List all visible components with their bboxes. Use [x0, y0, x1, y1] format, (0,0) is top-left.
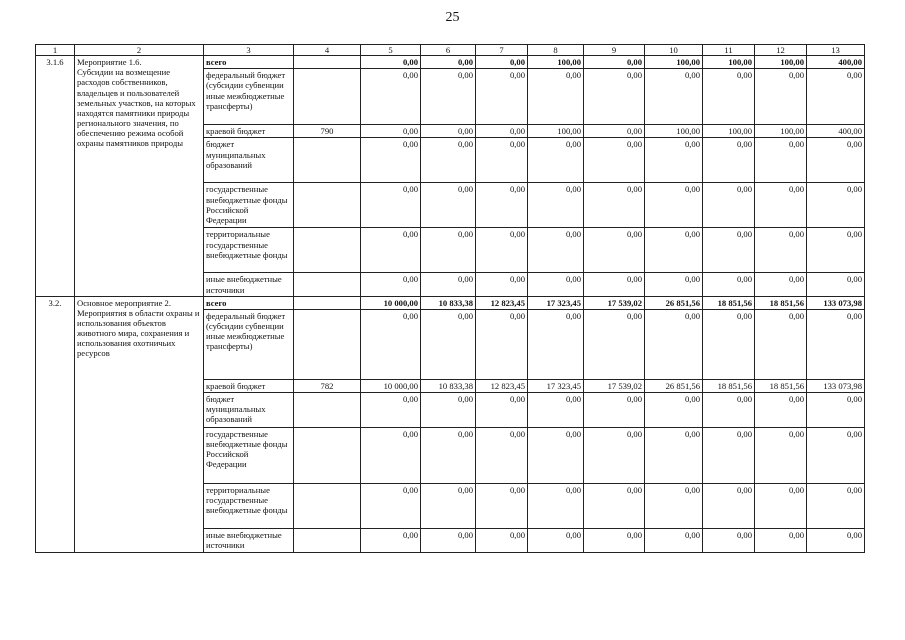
value-cell: 0,00: [528, 228, 584, 273]
value-cell: 0,00: [476, 183, 528, 228]
value-cell: 0,00: [361, 392, 421, 427]
value-cell: 0,00: [703, 273, 755, 296]
value-cell: 100,00: [703, 56, 755, 69]
budget-code: [294, 483, 361, 528]
value-cell: 0,00: [755, 228, 807, 273]
funding-source: федеральный бюджет (субсидии субвенции иные межбюджетные трансферты): [204, 309, 294, 379]
value-cell: 17 539,02: [584, 296, 645, 309]
value-cell: 100,00: [755, 56, 807, 69]
value-cell: 0,00: [807, 228, 865, 273]
value-cell: 18 851,56: [703, 379, 755, 392]
value-cell: 0,00: [703, 69, 755, 125]
column-number-6: 6: [421, 45, 476, 56]
value-cell: 0,00: [528, 309, 584, 379]
value-cell: 0,00: [807, 273, 865, 296]
value-cell: 0,00: [807, 309, 865, 379]
budget-code: [294, 56, 361, 69]
value-cell: 0,00: [361, 183, 421, 228]
value-cell: 0,00: [755, 273, 807, 296]
budget-code: [294, 183, 361, 228]
value-cell: 0,00: [361, 273, 421, 296]
value-cell: 0,00: [476, 309, 528, 379]
value-cell: 0,00: [476, 427, 528, 483]
value-cell: 0,00: [584, 69, 645, 125]
value-cell: 0,00: [421, 228, 476, 273]
value-cell: 100,00: [645, 125, 703, 138]
value-cell: 12 823,45: [476, 296, 528, 309]
value-cell: 0,00: [476, 125, 528, 138]
value-cell: 0,00: [645, 427, 703, 483]
value-cell: 10 000,00: [361, 379, 421, 392]
value-cell: 0,00: [755, 483, 807, 528]
value-cell: 0,00: [361, 309, 421, 379]
measure-number: 3.1.6: [36, 56, 75, 297]
column-number-5: 5: [361, 45, 421, 56]
value-cell: 100,00: [645, 56, 703, 69]
value-cell: 0,00: [755, 528, 807, 552]
budget-table: [35, 44, 865, 553]
value-cell: 0,00: [584, 125, 645, 138]
value-cell: 12 823,45: [476, 379, 528, 392]
value-cell: 0,00: [645, 483, 703, 528]
funding-source: бюджет муниципальных образований: [204, 392, 294, 427]
column-number-9: 9: [584, 45, 645, 56]
value-cell: 0,00: [645, 138, 703, 183]
value-cell: 26 851,56: [645, 296, 703, 309]
value-cell: 0,00: [703, 309, 755, 379]
value-cell: 0,00: [361, 427, 421, 483]
value-cell: 0,00: [807, 183, 865, 228]
column-number-10: 10: [645, 45, 703, 56]
value-cell: 0,00: [528, 528, 584, 552]
column-number-13: 13: [807, 45, 865, 56]
measure-title: Мероприятие 1.6. Субсидии на возмещение расходов собственников, владельцев и пользователей земельных участков, на которых находятся памятники природы регионального значения, по обеспечению режима особой охраны памятников природы: [75, 56, 204, 297]
value-cell: 0,00: [361, 228, 421, 273]
value-cell: 0,00: [476, 138, 528, 183]
budget-code: 782: [294, 379, 361, 392]
funding-source: государственные внебюджетные фонды Российской Федерации: [204, 183, 294, 228]
value-cell: 0,00: [476, 483, 528, 528]
value-cell: 0,00: [584, 228, 645, 273]
value-cell: 10 833,38: [421, 379, 476, 392]
value-cell: 0,00: [755, 392, 807, 427]
value-cell: 0,00: [361, 125, 421, 138]
value-cell: 17 539,02: [584, 379, 645, 392]
page-number: 25: [445, 10, 460, 25]
value-cell: 26 851,56: [645, 379, 703, 392]
funding-source: иные внебюджетные источники: [204, 273, 294, 296]
value-cell: 0,00: [645, 228, 703, 273]
column-number-8: 8: [528, 45, 584, 56]
value-cell: 100,00: [755, 125, 807, 138]
value-cell: 0,00: [807, 138, 865, 183]
value-cell: 0,00: [584, 309, 645, 379]
funding-source: краевой бюджет: [204, 379, 294, 392]
funding-source: краевой бюджет: [204, 125, 294, 138]
funding-source: бюджет муниципальных образований: [204, 138, 294, 183]
value-cell: 0,00: [361, 69, 421, 125]
column-number-row: [36, 45, 865, 56]
value-cell: 0,00: [421, 309, 476, 379]
budget-code: [294, 138, 361, 183]
table-row: [36, 56, 865, 69]
value-cell: 0,00: [476, 228, 528, 273]
measure-title: Основное мероприятие 2. Мероприятия в области охраны и использования объектов животного мира, сохранения и использования охотничьих ресурсов: [75, 296, 204, 552]
value-cell: 0,00: [476, 528, 528, 552]
column-number-4: 4: [294, 45, 361, 56]
table-body: [36, 45, 865, 553]
value-cell: 0,00: [584, 483, 645, 528]
value-cell: 0,00: [421, 273, 476, 296]
value-cell: 0,00: [703, 528, 755, 552]
value-cell: 0,00: [528, 427, 584, 483]
measure-number: 3.2.: [36, 296, 75, 552]
value-cell: 0,00: [584, 183, 645, 228]
value-cell: 0,00: [584, 273, 645, 296]
column-number-3: 3: [204, 45, 294, 56]
value-cell: 0,00: [807, 392, 865, 427]
value-cell: 10 833,38: [421, 296, 476, 309]
value-cell: 0,00: [703, 427, 755, 483]
value-cell: 100,00: [703, 125, 755, 138]
value-cell: 0,00: [421, 183, 476, 228]
value-cell: 0,00: [807, 528, 865, 552]
budget-code: [294, 427, 361, 483]
budget-code: [294, 528, 361, 552]
budget-code: [294, 69, 361, 125]
value-cell: 0,00: [361, 56, 421, 69]
value-cell: 0,00: [476, 69, 528, 125]
budget-code: [294, 309, 361, 379]
budget-code: 790: [294, 125, 361, 138]
value-cell: 18 851,56: [755, 296, 807, 309]
value-cell: 0,00: [528, 483, 584, 528]
value-cell: 133 073,98: [807, 296, 865, 309]
value-cell: 0,00: [807, 483, 865, 528]
funding-source: федеральный бюджет (субсидии субвенции иные межбюджетные трансферты): [204, 69, 294, 125]
column-number-12: 12: [755, 45, 807, 56]
budget-code: [294, 392, 361, 427]
value-cell: 0,00: [421, 56, 476, 69]
value-cell: 0,00: [645, 392, 703, 427]
value-cell: 0,00: [703, 392, 755, 427]
value-cell: 10 000,00: [361, 296, 421, 309]
value-cell: 0,00: [421, 125, 476, 138]
value-cell: 0,00: [528, 183, 584, 228]
value-cell: 0,00: [645, 183, 703, 228]
value-cell: 400,00: [807, 56, 865, 69]
value-cell: 0,00: [584, 427, 645, 483]
value-cell: 17 323,45: [528, 296, 584, 309]
value-cell: 0,00: [703, 228, 755, 273]
value-cell: 0,00: [703, 483, 755, 528]
value-cell: 0,00: [755, 69, 807, 125]
value-cell: 0,00: [361, 138, 421, 183]
value-cell: 18 851,56: [703, 296, 755, 309]
value-cell: 0,00: [645, 69, 703, 125]
budget-code: [294, 228, 361, 273]
value-cell: 0,00: [421, 138, 476, 183]
value-cell: 0,00: [361, 483, 421, 528]
value-cell: 0,00: [645, 309, 703, 379]
value-cell: 0,00: [645, 528, 703, 552]
value-cell: 0,00: [755, 427, 807, 483]
budget-code: [294, 296, 361, 309]
column-number-11: 11: [703, 45, 755, 56]
value-cell: 0,00: [421, 392, 476, 427]
value-cell: 0,00: [421, 483, 476, 528]
value-cell: 0,00: [584, 56, 645, 69]
column-number-2: 2: [75, 45, 204, 56]
funding-source: территориальные государственные внебюджетные фонды: [204, 228, 294, 273]
value-cell: 0,00: [755, 138, 807, 183]
value-cell: 18 851,56: [755, 379, 807, 392]
value-cell: 0,00: [528, 138, 584, 183]
funding-source: всего: [204, 296, 294, 309]
value-cell: 0,00: [361, 528, 421, 552]
value-cell: 0,00: [476, 392, 528, 427]
funding-source: территориальные государственные внебюджетные фонды: [204, 483, 294, 528]
value-cell: 400,00: [807, 125, 865, 138]
value-cell: 0,00: [476, 273, 528, 296]
column-number-7: 7: [476, 45, 528, 56]
value-cell: 0,00: [528, 273, 584, 296]
value-cell: 0,00: [703, 138, 755, 183]
value-cell: 0,00: [421, 69, 476, 125]
value-cell: 0,00: [807, 69, 865, 125]
value-cell: 100,00: [528, 125, 584, 138]
value-cell: 100,00: [528, 56, 584, 69]
table-row: [36, 296, 865, 309]
value-cell: 0,00: [528, 69, 584, 125]
value-cell: 0,00: [584, 392, 645, 427]
value-cell: 0,00: [584, 528, 645, 552]
funding-source: всего: [204, 56, 294, 69]
funding-source: иные внебюджетные источники: [204, 528, 294, 552]
value-cell: 133 073,98: [807, 379, 865, 392]
budget-code: [294, 273, 361, 296]
value-cell: 17 323,45: [528, 379, 584, 392]
funding-source: государственные внебюджетные фонды Российской Федерации: [204, 427, 294, 483]
value-cell: 0,00: [528, 392, 584, 427]
value-cell: 0,00: [807, 427, 865, 483]
value-cell: 0,00: [645, 273, 703, 296]
value-cell: 0,00: [476, 56, 528, 69]
value-cell: 0,00: [703, 183, 755, 228]
value-cell: 0,00: [755, 309, 807, 379]
value-cell: 0,00: [755, 183, 807, 228]
value-cell: 0,00: [421, 427, 476, 483]
value-cell: 0,00: [584, 138, 645, 183]
value-cell: 0,00: [421, 528, 476, 552]
column-number-1: 1: [36, 45, 75, 56]
